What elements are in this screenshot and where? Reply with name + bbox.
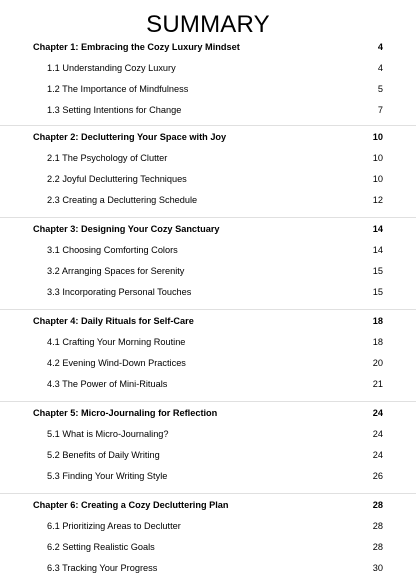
entry-title: 5.1 What is Micro-Journaling?	[47, 429, 169, 439]
chapter-heading[interactable]	[33, 40, 383, 54]
entry-title: 4.1 Crafting Your Morning Routine	[47, 337, 186, 347]
entry-title: 5.2 Benefits of Daily Writing	[47, 450, 160, 460]
entry-page-number: 4	[377, 63, 383, 73]
chapter-page-number: 14	[372, 224, 383, 234]
entry-title: 2.1 The Psychology of Clutter	[47, 153, 168, 163]
toc-entry[interactable]	[47, 61, 383, 75]
chapter-title: Chapter 3: Designing Your Cozy Sanctuary	[33, 224, 220, 234]
toc-chapter-3	[0, 217, 416, 309]
entry-title: 6.2 Setting Realistic Goals	[47, 542, 155, 552]
toc-entry[interactable]	[47, 469, 383, 483]
entry-title: 1.3 Setting Intentions for Change	[47, 105, 182, 115]
chapter-title: Chapter 4: Daily Rituals for Self-Care	[33, 316, 194, 326]
chapter-heading[interactable]	[33, 314, 383, 328]
toc-entry[interactable]	[47, 356, 383, 370]
chapter-title: Chapter 6: Creating a Cozy Decluttering Plan	[33, 500, 229, 510]
entry-page-number: 20	[372, 358, 383, 368]
toc-entry[interactable]	[47, 264, 383, 278]
toc-chapter-5	[0, 401, 416, 493]
toc-chapter-4	[0, 309, 416, 401]
entry-page-number: 18	[372, 337, 383, 347]
entry-title: 6.3 Tracking Your Progress	[47, 563, 158, 573]
chapter-page-number: 10	[372, 132, 383, 142]
chapter-heading[interactable]	[33, 130, 383, 144]
chapter-page-number: 18	[372, 316, 383, 326]
chapter-title: Chapter 2: Decluttering Your Space with Joy	[33, 132, 227, 142]
chapter-heading[interactable]	[33, 406, 383, 420]
table-of-contents	[0, 35, 416, 585]
entry-page-number: 30	[372, 563, 383, 573]
entry-page-number: 28	[372, 542, 383, 552]
entry-title: 6.1 Prioritizing Areas to Declutter	[47, 521, 181, 531]
entry-title: 3.1 Choosing Comforting Colors	[47, 245, 178, 255]
page-title: SUMMARY	[146, 11, 270, 38]
chapter-title: Chapter 1: Embracing the Cozy Luxury Mindset	[33, 42, 240, 52]
entry-title: 2.2 Joyful Decluttering Techniques	[47, 174, 187, 184]
entry-page-number: 10	[372, 174, 383, 184]
entry-page-number: 7	[377, 105, 383, 115]
toc-entry[interactable]	[47, 448, 383, 462]
toc-chapter-6	[0, 493, 416, 585]
entry-page-number: 12	[372, 195, 383, 205]
toc-entry[interactable]	[47, 82, 383, 96]
chapter-heading[interactable]	[33, 498, 383, 512]
toc-entry[interactable]	[47, 103, 383, 117]
entry-page-number: 28	[372, 521, 383, 531]
chapter-page-number: 4	[377, 42, 383, 52]
chapter-title: Chapter 5: Micro-Journaling for Reflection	[33, 408, 218, 418]
entry-title: 2.3 Creating a Decluttering Schedule	[47, 195, 198, 205]
entry-page-number: 21	[372, 379, 383, 389]
toc-entry[interactable]	[47, 540, 383, 554]
chapter-page-number: 28	[372, 500, 383, 510]
entry-title: 3.2 Arranging Spaces for Serenity	[47, 266, 185, 276]
toc-entry[interactable]	[47, 172, 383, 186]
chapter-page-number: 24	[372, 408, 383, 418]
entry-page-number: 14	[372, 245, 383, 255]
toc-chapter-1	[0, 35, 416, 125]
toc-entry[interactable]	[47, 243, 383, 257]
entry-page-number: 24	[372, 429, 383, 439]
toc-chapter-2	[0, 125, 416, 217]
entry-title: 5.3 Finding Your Writing Style	[47, 471, 168, 481]
entry-page-number: 15	[372, 287, 383, 297]
entry-title: 3.3 Incorporating Personal Touches	[47, 287, 192, 297]
toc-entry[interactable]	[47, 561, 383, 575]
toc-entry[interactable]	[47, 151, 383, 165]
entry-title: 4.2 Evening Wind-Down Practices	[47, 358, 186, 368]
entry-page-number: 10	[372, 153, 383, 163]
entry-title: 4.3 The Power of Mini-Rituals	[47, 379, 168, 389]
entry-page-number: 5	[377, 84, 383, 94]
toc-entry[interactable]	[47, 519, 383, 533]
toc-entry[interactable]	[47, 335, 383, 349]
chapter-heading[interactable]	[33, 222, 383, 236]
toc-entry[interactable]	[47, 285, 383, 299]
entry-page-number: 15	[372, 266, 383, 276]
entry-title: 1.1 Understanding Cozy Luxury	[47, 63, 176, 73]
entry-page-number: 26	[372, 471, 383, 481]
toc-entry[interactable]	[47, 377, 383, 391]
entry-title: 1.2 The Importance of Mindfulness	[47, 84, 189, 94]
entry-page-number: 24	[372, 450, 383, 460]
toc-entry[interactable]	[47, 193, 383, 207]
toc-entry[interactable]	[47, 427, 383, 441]
